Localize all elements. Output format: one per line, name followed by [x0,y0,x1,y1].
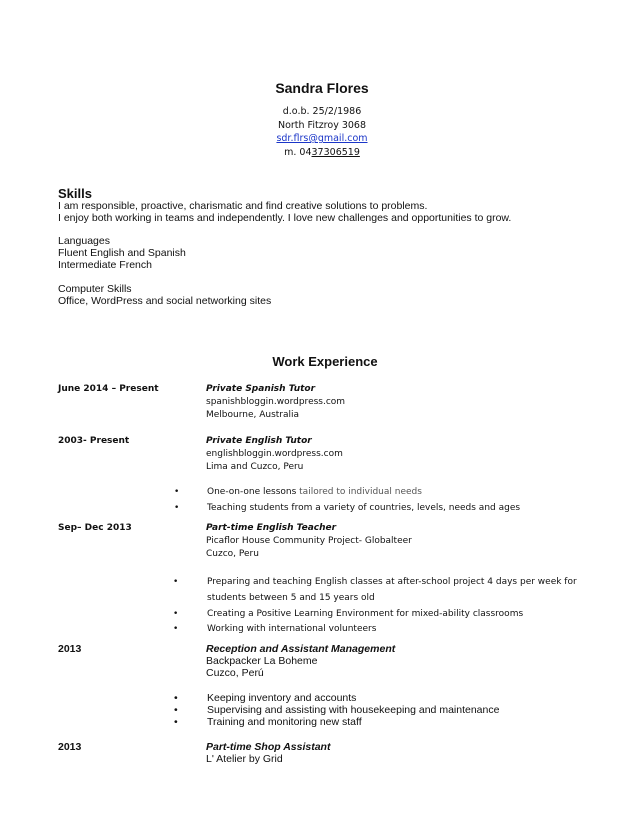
job-date: 2013 [58,741,82,753]
job-date: June 2014 – Present [58,384,159,394]
job-title: Private English Tutor [206,436,312,446]
job-date: 2003- Present [58,436,130,446]
date-of-birth: d.o.b. 25/2/1986 [282,106,362,117]
job-line-1: L' Atelier by Grid [206,753,283,765]
list-item: • One-on-one lessons tailored to individual needs [174,487,422,497]
computer-skills-block [58,284,618,308]
job-bullets-english-teacher [0,576,620,636]
resume-header [0,80,638,159]
job-details [206,435,343,473]
address: North Fitzroy 3068 [277,119,367,131]
job-details [206,522,412,560]
job-line-1: englishbloggin.wordpress.com [206,448,343,459]
job-title: Part-time Shop Assistant [206,741,331,753]
job-title: Reception and Assistant Management [206,643,396,655]
job-details [206,741,330,765]
bullet-icon: • [173,577,179,587]
job-line-2: Cuzco, Peru [206,548,259,559]
bullet-icon: • [174,487,180,497]
list-item: • Creating a Positive Learning Environment for mixed-ability classrooms [173,608,524,619]
bullet-icon: • [173,624,179,635]
email-link[interactable]: sdr.flrs@gmail.com [276,133,368,144]
job-line-2: Lima and Cuzco, Peru [206,461,304,472]
phone [6,146,638,160]
languages-heading: Languages [58,235,110,248]
list-item: • Training and monitoring new staff [174,716,362,728]
list-item: • Teaching students from a variety of countries, levels, needs and ages [174,502,521,513]
list-item: • Preparing and teaching English classes at after-school project 4 days per week for [173,577,577,587]
job-line-2: Cuzco, Perú [206,667,264,679]
job-details [206,383,345,421]
job-details [206,643,395,679]
skills-section [58,188,618,307]
computer-skills-line-1: Office, WordPress and social networking sites [58,294,272,307]
bullet-icon: • [174,692,178,704]
languages-line-2: Intermediate French [58,258,152,271]
job-line-1: spanishbloggin.wordpress.com [206,396,346,407]
list-item: • Working with international volunteers [173,624,377,635]
job-line-1: Backpacker La Boheme [206,655,318,667]
phone-number-link[interactable]: 37306519 [311,146,360,158]
bullet-icon: • [174,502,180,513]
job-bullets-reception [0,692,620,728]
bullet-icon: • [173,608,179,619]
job-title: Part-time English Teacher [206,523,337,533]
computer-skills-heading: Computer Skills [58,282,132,295]
job-bullets-english-tutor [0,486,620,515]
applicant-name: Sandra Flores [275,80,369,96]
job-title: Private Spanish Tutor [206,384,316,394]
bullet-icon: • [174,704,178,716]
list-item: • Supervising and assisting with housekeeping and maintenance [174,704,500,716]
languages-line-1: Fluent English and Spanish [58,247,186,260]
job-line-2: Melbourne, Australia [206,409,300,420]
skills-heading: Skills [58,186,92,201]
skills-summary-line-2: I enjoy both working in teams and independently. I love new challenges and opportunities to grow. [58,211,512,224]
work-experience-heading: Work Experience [272,354,378,369]
list-item: students between 5 and 15 years old [207,592,375,603]
languages-block [58,236,618,271]
phone-prefix: m. 04 [284,146,312,158]
job-date: 2013 [58,643,82,655]
contact-details [6,105,638,159]
job-line-1: Picaflor House Community Project- Globalteer [206,535,412,546]
bullet-icon: • [174,716,178,728]
skills-summary-line-1: I am responsible, proactive, charismatic and find creative solutions to problems. [58,199,428,212]
job-date: Sep– Dec 2013 [58,523,132,533]
list-item: • Keeping inventory and accounts [174,692,357,704]
